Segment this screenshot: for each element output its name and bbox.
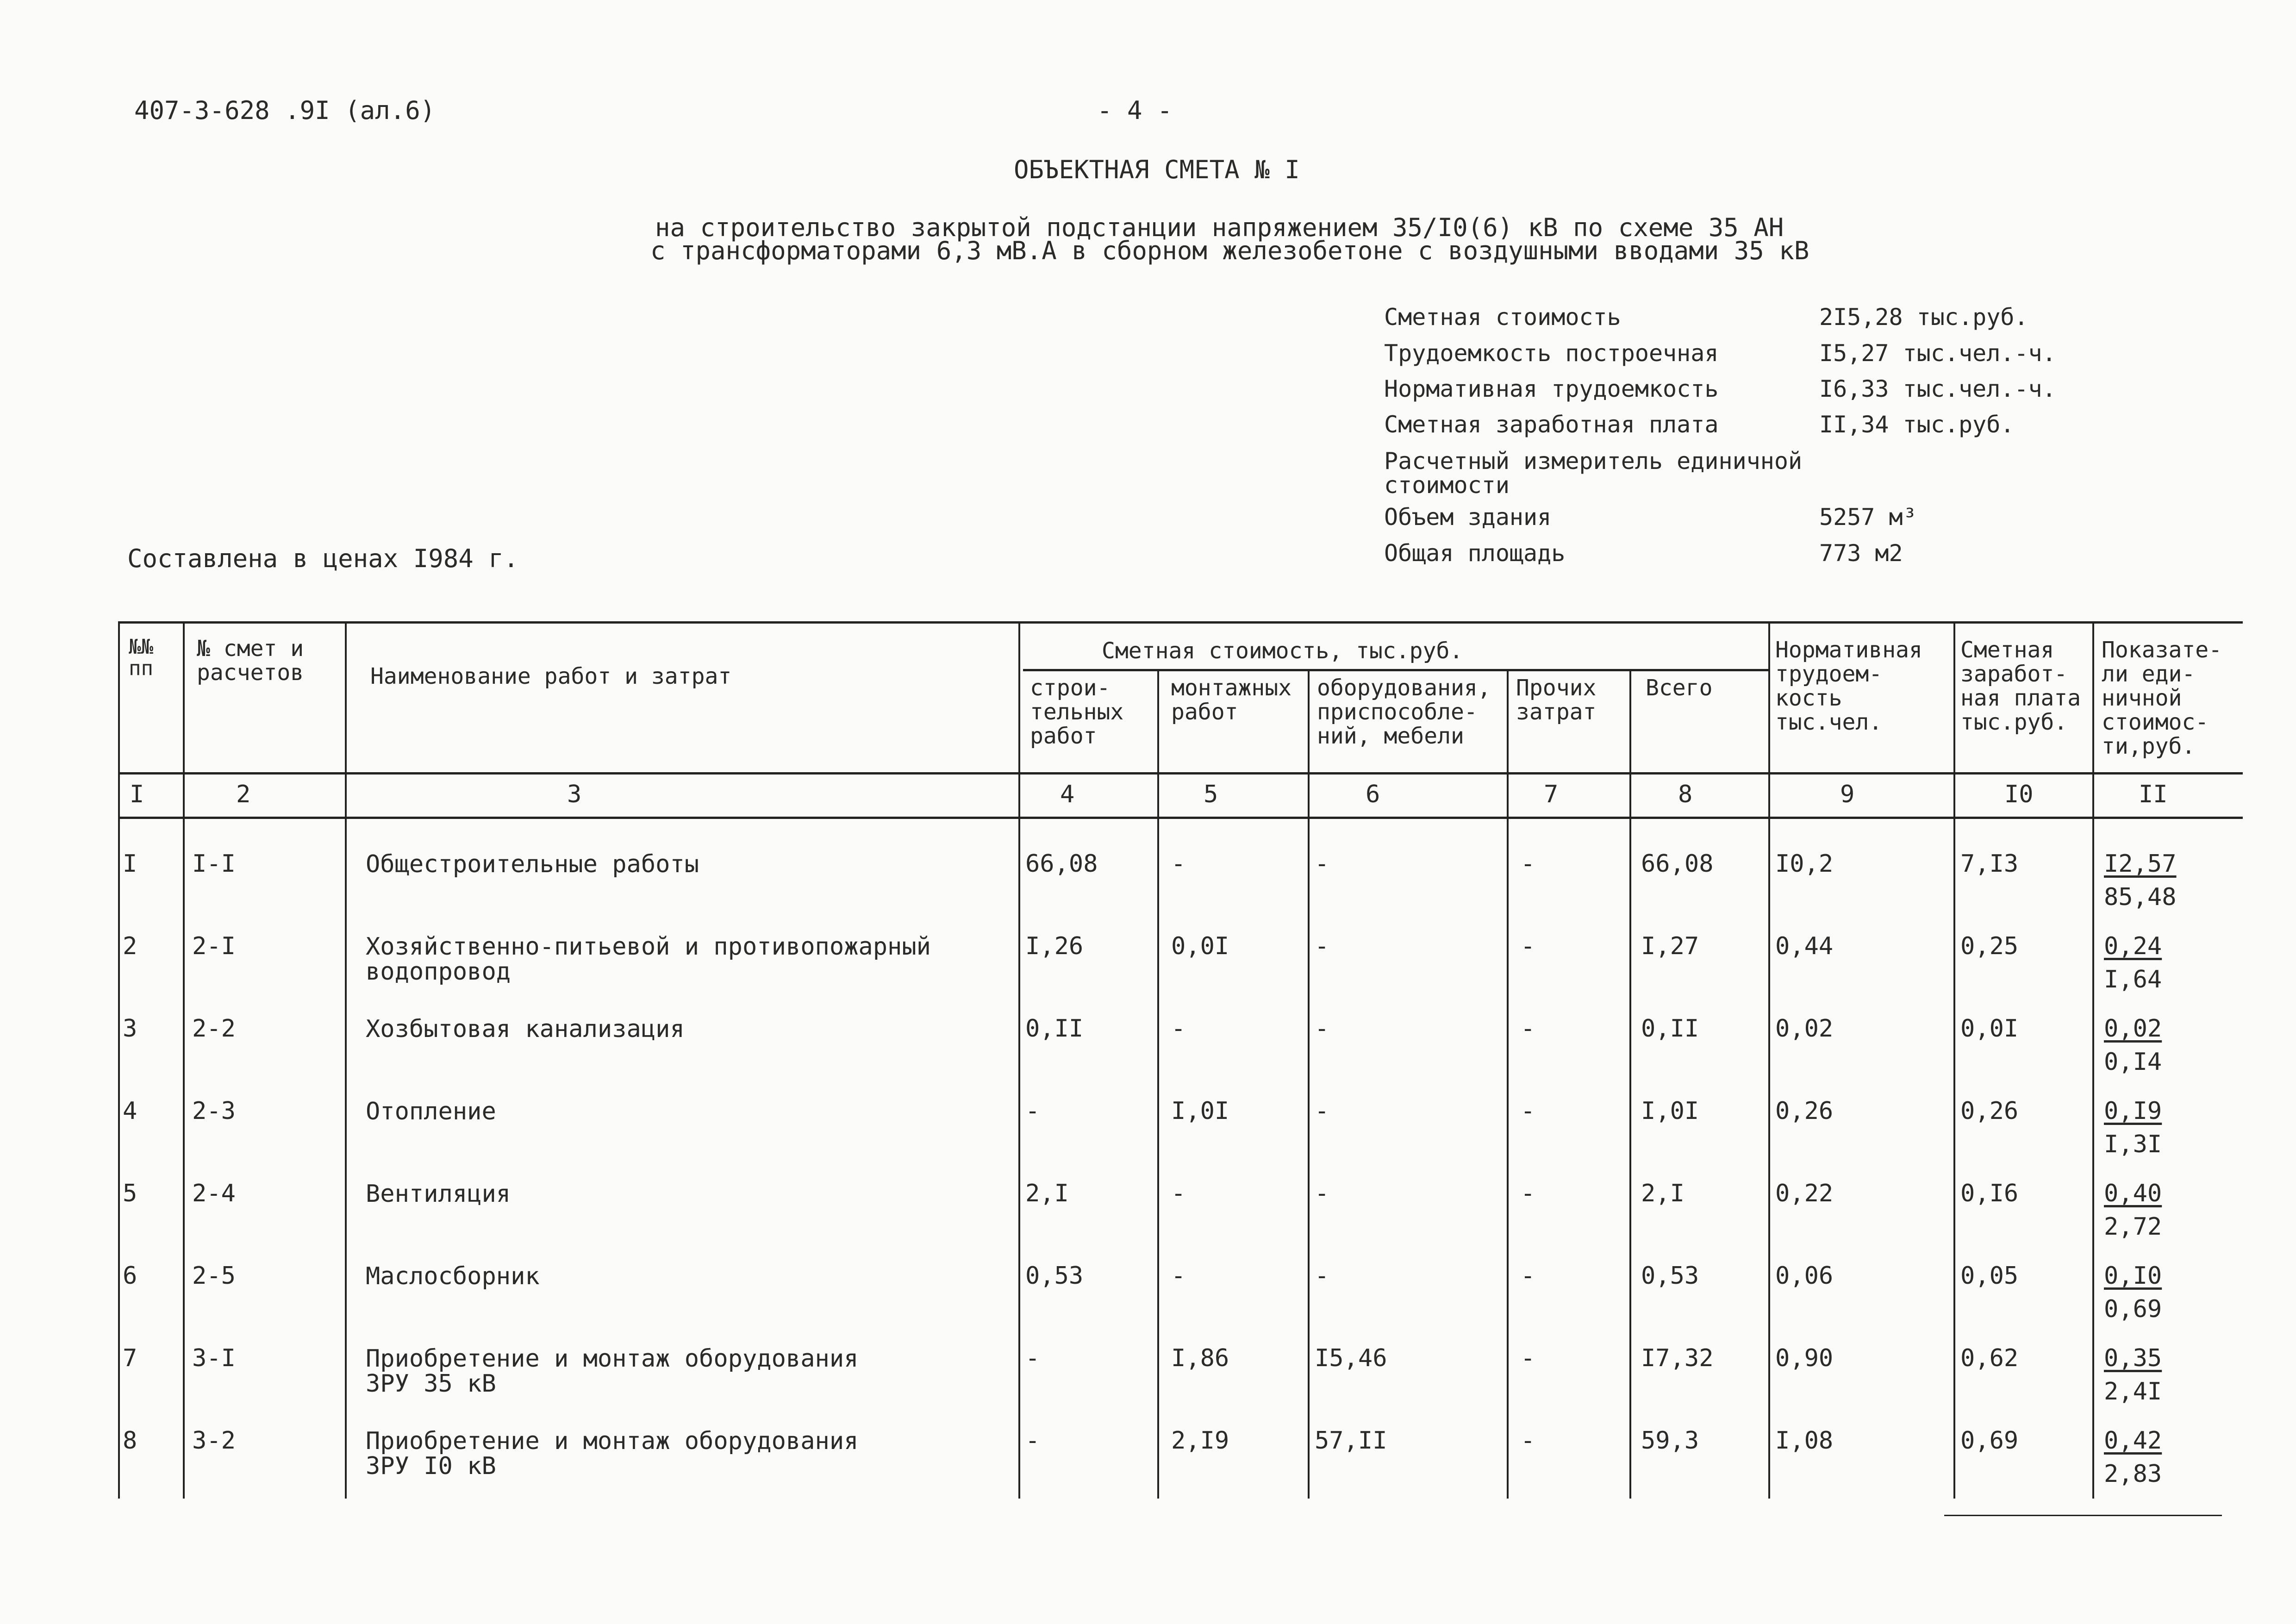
col-border-7 — [1629, 669, 1631, 1499]
column-number: 6 — [1366, 781, 1380, 808]
row-unit-cost-top: 0,02 — [2104, 1015, 2162, 1043]
column-number: 2 — [236, 781, 251, 808]
row-equipment-cost: - — [1315, 932, 1329, 960]
row-installation-cost: 0,0I — [1171, 932, 1229, 960]
row-construction-cost: 0,53 — [1025, 1262, 1084, 1290]
header-cost-group: Сметная стоимость, тыс.руб. — [1102, 638, 1463, 664]
column-number: II — [2139, 781, 2168, 808]
row-total-cost: I,27 — [1641, 932, 1699, 960]
row-construction-cost: - — [1025, 1427, 1040, 1455]
group-header-divider — [1023, 669, 1768, 671]
header-labor: Нормативная трудоем- кость тыс.чел. — [1775, 637, 1922, 735]
row-unit-cost-bottom: 2,4I — [2104, 1378, 2162, 1405]
row-number: I — [123, 850, 137, 878]
row-installation-cost: 2,I9 — [1171, 1427, 1229, 1455]
row-work-name: Хозяйственно-питьевой и противопожарный водопровод — [366, 933, 931, 986]
row-unit-cost-top: 0,24 — [2104, 932, 2162, 960]
row-labor: 0,44 — [1775, 932, 1834, 960]
row-estimate-code: 2-3 — [192, 1097, 236, 1125]
summary-value: I6,33 тыс.чел.-ч. — [1819, 375, 2056, 402]
row-equipment-cost: I5,46 — [1315, 1344, 1387, 1372]
col-border-2 — [345, 621, 347, 1499]
row-installation-cost: - — [1171, 850, 1186, 878]
col-border-1 — [183, 621, 185, 1499]
row-wages: 0,0I — [1960, 1015, 2019, 1043]
row-total-cost: I,0I — [1641, 1097, 1699, 1125]
row-other-cost: - — [1521, 932, 1535, 960]
summary-value: I5,27 тыс.чел.-ч. — [1819, 340, 2056, 367]
row-estimate-code: 2-5 — [192, 1262, 236, 1290]
row-unit-cost-bottom: 0,I4 — [2104, 1048, 2162, 1076]
row-number: 7 — [123, 1344, 137, 1372]
column-number: 4 — [1060, 781, 1075, 808]
header-equipment: оборудования, приспособле- ний, мебели — [1317, 675, 1491, 749]
row-unit-cost-bottom: 2,72 — [2104, 1213, 2162, 1241]
row-other-cost: - — [1521, 1097, 1535, 1125]
row-other-cost: - — [1521, 1015, 1535, 1043]
row-work-name: Приобретение и монтаж оборудования ЗРУ 35 кВ — [366, 1345, 859, 1398]
document-code: 407-3-628 .9I (ал.6) — [134, 96, 436, 125]
row-number: 4 — [123, 1097, 137, 1125]
row-wages: 0,I6 — [1960, 1180, 2019, 1207]
row-labor: 0,02 — [1775, 1015, 1834, 1043]
row-work-name: Хозбытовая канализация — [366, 1015, 685, 1043]
row-wages: 0,25 — [1960, 932, 2019, 960]
header-work-name: Наименование работ и затрат — [370, 663, 732, 689]
row-labor: 0,22 — [1775, 1180, 1834, 1207]
header-wages: Сметная заработ- ная плата тыс.руб. — [1960, 637, 2081, 735]
summary-label: Расчетный измеритель единичной стоимости — [1384, 448, 1803, 499]
row-work-name: Отопление — [366, 1098, 496, 1125]
row-other-cost: - — [1521, 1180, 1535, 1207]
row-unit-cost-bottom: I,64 — [2104, 966, 2162, 993]
row-work-name: Маслосборник — [366, 1262, 540, 1290]
row-number: 3 — [123, 1015, 137, 1043]
summary-label: Трудоемкость построечная — [1384, 340, 1719, 367]
column-number: I — [130, 781, 144, 808]
col-border-4 — [1157, 669, 1159, 1499]
page-number: - 4 - — [1097, 96, 1173, 125]
row-work-name: Вентиляция — [366, 1180, 511, 1208]
row-estimate-code: 2-2 — [192, 1015, 236, 1043]
row-labor: 0,26 — [1775, 1097, 1834, 1125]
row-installation-cost: - — [1171, 1180, 1186, 1207]
header-bottom-border — [118, 772, 2243, 775]
row-estimate-code: I-I — [192, 850, 236, 878]
row-unit-cost-top: 0,42 — [2104, 1427, 2162, 1455]
number-row-border — [118, 817, 2243, 819]
row-other-cost: - — [1521, 1262, 1535, 1290]
row-unit-cost-top: 0,35 — [2104, 1344, 2162, 1372]
row-unit-cost-bottom: I,3I — [2104, 1131, 2162, 1158]
row-installation-cost: I,86 — [1171, 1344, 1229, 1372]
header-total: Всего — [1646, 675, 1713, 701]
row-estimate-code: 3-I — [192, 1344, 236, 1372]
row-installation-cost: - — [1171, 1262, 1186, 1290]
summary-value: 773 м2 — [1819, 540, 1903, 567]
column-number: 5 — [1204, 781, 1218, 808]
row-other-cost: - — [1521, 850, 1535, 878]
table-top-border — [118, 621, 2243, 624]
row-equipment-cost: - — [1315, 1015, 1329, 1043]
row-construction-cost: 0,II — [1025, 1015, 1084, 1043]
prices-note: Составлена в ценах I984 г. — [127, 544, 519, 573]
row-total-cost: 59,3 — [1641, 1427, 1699, 1455]
row-installation-cost: - — [1171, 1015, 1186, 1043]
summary-label: Сметная заработная плата — [1384, 411, 1719, 438]
header-row-number: №№ пп — [129, 635, 153, 680]
row-unit-cost-bottom: 85,48 — [2104, 883, 2177, 911]
row-wages: 0,69 — [1960, 1427, 2019, 1455]
row-installation-cost: I,0I — [1171, 1097, 1229, 1125]
row-equipment-cost: - — [1315, 1097, 1329, 1125]
header-estimate-number: № смет и расчетов — [197, 636, 304, 686]
row-wages: 7,I3 — [1960, 850, 2019, 878]
row-equipment-cost: - — [1315, 1180, 1329, 1207]
subtitle-line-2: с трансформаторами 6,3 мВ.А в сборном железобетоне с воздушными вводами 35 кВ — [650, 236, 1809, 265]
row-labor: 0,90 — [1775, 1344, 1834, 1372]
header-construction: строи- тельных работ — [1030, 675, 1124, 749]
col-border-5 — [1308, 669, 1310, 1499]
row-unit-cost-top: 0,40 — [2104, 1180, 2162, 1207]
row-work-name: Приобретение и монтаж оборудования ЗРУ I0 кВ — [366, 1427, 859, 1480]
row-labor: 0,06 — [1775, 1262, 1834, 1290]
row-number: 2 — [123, 932, 137, 960]
row-total-cost: 0,II — [1641, 1015, 1699, 1043]
summary-value: 2I5,28 тыс.руб. — [1819, 304, 2028, 331]
summary-label: Объем здания — [1384, 504, 1552, 531]
row-other-cost: - — [1521, 1427, 1535, 1455]
summary-value: II,34 тыс.руб. — [1819, 411, 2015, 438]
row-unit-cost-bottom: 0,69 — [2104, 1295, 2162, 1323]
row-construction-cost: 66,08 — [1025, 850, 1098, 878]
row-total-cost: 2,I — [1641, 1180, 1685, 1207]
row-unit-cost-top: 0,I9 — [2104, 1097, 2162, 1125]
row-unit-cost-top: 0,I0 — [2104, 1262, 2162, 1290]
summary-label: Нормативная трудоемкость — [1384, 375, 1719, 402]
row-construction-cost: 2,I — [1025, 1180, 1069, 1207]
row-labor: I,08 — [1775, 1427, 1834, 1455]
column-number: 9 — [1840, 781, 1855, 808]
column-number: 8 — [1678, 781, 1693, 808]
row-unit-cost-top: I2,57 — [2104, 850, 2177, 878]
col-border-6 — [1507, 669, 1509, 1499]
page-title: ОБЪЕКТНАЯ СМЕТА № I — [1014, 155, 1300, 184]
summary-value: 5257 м³ — [1819, 504, 1917, 531]
row-total-cost: 66,08 — [1641, 850, 1714, 878]
row-other-cost: - — [1521, 1344, 1535, 1372]
row-wages: 0,62 — [1960, 1344, 2019, 1372]
table-bottom-line — [1944, 1515, 2222, 1516]
row-total-cost: 0,53 — [1641, 1262, 1699, 1290]
col-border-3 — [1018, 621, 1020, 1499]
header-installation: монтажных работ — [1171, 675, 1292, 725]
row-labor: I0,2 — [1775, 850, 1834, 878]
row-equipment-cost: - — [1315, 850, 1329, 878]
row-construction-cost: I,26 — [1025, 932, 1084, 960]
col-border-10 — [2092, 621, 2094, 1499]
col-border-8 — [1768, 621, 1770, 1499]
row-wages: 0,05 — [1960, 1262, 2019, 1290]
row-number: 5 — [123, 1180, 137, 1207]
summary-label: Сметная стоимость — [1384, 304, 1621, 331]
row-construction-cost: - — [1025, 1344, 1040, 1372]
row-estimate-code: 2-4 — [192, 1180, 236, 1207]
header-unit-cost: Показате- ли еди- ничной стоимос- ти,руб. — [2102, 637, 2222, 759]
row-unit-cost-bottom: 2,83 — [2104, 1460, 2162, 1488]
row-number: 6 — [123, 1262, 137, 1290]
column-number: 7 — [1544, 781, 1559, 808]
column-number: I0 — [2004, 781, 2034, 808]
col-border-9 — [1953, 621, 1955, 1499]
row-total-cost: I7,32 — [1641, 1344, 1714, 1372]
header-other: Прочих затрат — [1516, 675, 1597, 725]
row-work-name: Общестроительные работы — [366, 850, 699, 878]
subtitle-line-1: на строительство закрытой подстанции напряжением 35/I0(6) кВ по схеме 35 АН — [655, 213, 1784, 242]
row-wages: 0,26 — [1960, 1097, 2019, 1125]
row-construction-cost: - — [1025, 1097, 1040, 1125]
row-equipment-cost: - — [1315, 1262, 1329, 1290]
row-number: 8 — [123, 1427, 137, 1455]
summary-label: Общая площадь — [1384, 540, 1566, 567]
row-equipment-cost: 57,II — [1315, 1427, 1387, 1455]
col-border-0 — [118, 621, 120, 1499]
row-estimate-code: 3-2 — [192, 1427, 236, 1455]
column-number: 3 — [567, 781, 582, 808]
row-estimate-code: 2-I — [192, 932, 236, 960]
